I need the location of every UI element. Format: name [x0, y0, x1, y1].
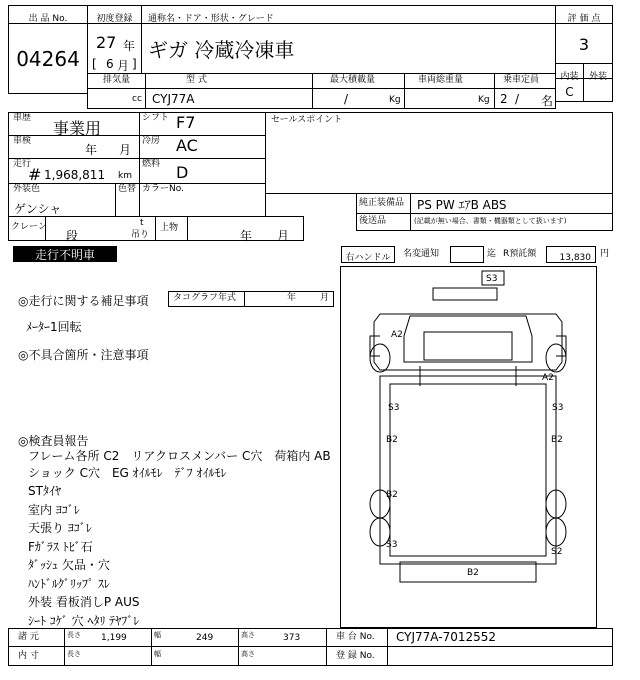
sales-point-label: セールスポイント [271, 115, 343, 125]
handle-box [341, 246, 395, 263]
divider [139, 112, 140, 184]
inner-width-label: 幅 [154, 650, 161, 658]
tachograph-year-unit: 年 [287, 293, 297, 303]
crane-tsuri: 吊り [131, 230, 150, 240]
chassis-value: CYJ77A-7012552 [396, 630, 497, 644]
interior-score-cell [555, 78, 584, 102]
shaken-year-unit: 年 [85, 143, 98, 157]
crane-t: t [140, 218, 144, 228]
divider [145, 73, 146, 109]
damage-mark: S3 [388, 403, 400, 413]
yen-unit: 円 [600, 249, 610, 259]
width-label: 幅 [154, 631, 161, 639]
fuel-label: 燃料 [142, 159, 161, 169]
score-cell [555, 23, 613, 64]
displacement-label: 排気量 [103, 75, 131, 85]
first-reg-year: 27 [96, 33, 117, 52]
year-unit: 年 [123, 39, 136, 53]
report-line: ｼｰﾄ ｺｹﾞ 穴 ﾍﾀﾘ ﾃﾔﾌﾞﾚ [28, 614, 140, 628]
width-value: 249 [196, 633, 214, 643]
shift-label: シフト [142, 113, 170, 123]
lot-number: 04264 [16, 47, 80, 71]
divider [326, 628, 327, 666]
capacity-value: 2 [500, 92, 508, 106]
mileage-label: 走行 [13, 159, 32, 169]
length-label: 長さ [67, 631, 81, 639]
divider [238, 628, 239, 666]
divider [312, 73, 313, 109]
color-label: 外装色 [13, 184, 41, 194]
divider [115, 183, 116, 217]
height-label: 高さ [241, 631, 255, 639]
inner-length-label: 長さ [67, 650, 81, 658]
lot-label-cell [8, 5, 88, 24]
report-line: Fｶﾞﾗｽ ﾄﾋﾞ石 [28, 540, 93, 554]
divider [139, 183, 140, 217]
name-change-box [450, 246, 484, 263]
name-change-label: 名変通知 [403, 249, 440, 259]
divider [244, 291, 245, 307]
first-reg-month-close: ] [132, 57, 137, 71]
interior-label: 内装 [560, 72, 579, 82]
divider [494, 73, 495, 109]
color-code-label: カラーNo. [142, 184, 184, 194]
damage-mark: S3 [486, 274, 498, 284]
recycle-box [546, 246, 596, 263]
model-code: CYJ77A [152, 92, 195, 106]
cc-unit: cc [132, 94, 142, 104]
lot-number-cell [8, 23, 88, 94]
first-reg-month: 6 [106, 57, 114, 71]
divider [8, 646, 613, 647]
report-line: ﾊﾝﾄﾞﾙｸﾞﾘｯﾌﾟ ｽﾚ [28, 577, 110, 591]
damage-mark: S2 [551, 547, 563, 557]
damage-mark: B2 [467, 568, 479, 578]
inner-height-label: 高さ [241, 650, 255, 658]
exterior-label-cell [583, 63, 613, 82]
divider [8, 135, 266, 136]
interior-label-cell [555, 63, 584, 82]
ac-label: 冷房 [142, 136, 161, 146]
damage-mark: A2 [542, 373, 554, 383]
mileage-unknown-badge [13, 246, 117, 262]
shaken-label: 車検 [13, 136, 32, 146]
history-label: 車歴 [13, 113, 32, 123]
divider [155, 216, 156, 241]
tachograph-label: タコグラフ年式 [173, 293, 237, 303]
kg-unit: Kg [389, 95, 401, 105]
damage-mark: B2 [551, 435, 563, 445]
defects-heading: ◎不具合箇所・注意事項 [18, 348, 149, 362]
length-value: 1,199 [101, 633, 127, 643]
height-value: 373 [283, 633, 301, 643]
first-reg-month-open: [ [92, 57, 97, 71]
model-label: 型 式 [186, 75, 207, 85]
report-line: 室内 ﾖｺﾞﾚ [28, 503, 80, 517]
inspector-heading: ◎検査員報告 [18, 434, 89, 448]
divider [8, 158, 266, 159]
divider [187, 216, 188, 241]
history-value: 事業用 [53, 119, 102, 138]
damage-mark: S3 [552, 403, 564, 413]
exterior-score-cell [583, 78, 613, 102]
dims-label: 諸 元 [18, 632, 39, 642]
docs-note: (記載が無い場合、書類・機器類として扱います) [414, 217, 567, 225]
model-name: ギガ 冷蔵冷凍車 [148, 38, 295, 62]
kg-unit-2: Kg [478, 95, 490, 105]
shaken-month-unit: 月 [119, 143, 132, 157]
equipment-value: PS PW ｴｱB ABS [417, 198, 507, 212]
lot-label: 出 品 No. [28, 14, 68, 24]
registration-label: 登 録 No. [336, 651, 375, 661]
report-line: フレーム各所 C2 リアクロスメンバー C穴 荷箱内 AB [28, 449, 331, 463]
upper-body-month-unit: 月 [277, 229, 290, 243]
crane-label: クレーン [11, 222, 47, 232]
inspector-report [28, 447, 338, 630]
spec-label-row [87, 73, 556, 89]
divider [387, 628, 388, 666]
exterior-label: 外装 [588, 72, 607, 82]
color-value: ゲンシャ [14, 202, 62, 216]
handle-value: 右ハンドル [345, 253, 391, 263]
divider [404, 73, 405, 109]
damage-mark: B2 [386, 490, 398, 500]
recycle-label: R預託額 [503, 249, 537, 259]
mileage-notes-heading: ◎走行に関する補足事項 [18, 294, 149, 308]
upper-body-year-unit: 年 [240, 229, 253, 243]
load-slash: / [344, 92, 349, 106]
fuel-value: D [176, 163, 189, 182]
capacity-unit: 名 [541, 94, 554, 108]
capacity-label: 乗車定員 [503, 75, 540, 85]
score-label: 評 価 点 [567, 14, 601, 24]
mileage-value: 1,968,811 [44, 168, 106, 182]
capacity-slash: / [515, 92, 520, 106]
report-line: 天張り ﾖｺﾞﾚ [28, 521, 92, 535]
interior-score: C [565, 85, 574, 99]
footer-table [8, 628, 613, 666]
report-line: 外装 看板消しP AUS [28, 595, 140, 609]
report-line: STﾀｲﾔ [28, 484, 61, 498]
recycle-amount: 13,830 [559, 253, 591, 263]
score-value: 3 [578, 35, 590, 54]
equipment-label: 純正装備品 [359, 198, 405, 208]
chassis-label: 車 台 No. [336, 632, 375, 642]
month-unit: 月 [117, 59, 130, 73]
score-label-cell [555, 5, 613, 24]
car-label-cell [141, 5, 556, 24]
first-reg-label-cell [87, 5, 142, 24]
report-line: ﾀﾞｯｼｭ 欠品・穴 [28, 558, 110, 572]
damage-mark: B2 [386, 435, 398, 445]
mileage-unknown-text: 走行不明車 [34, 248, 95, 262]
mileage-prefix: # [28, 165, 42, 184]
inner-label: 内 寸 [18, 651, 39, 661]
color-change-label: 色替 [118, 184, 137, 194]
km-unit: km [118, 171, 132, 181]
divider [151, 628, 152, 666]
shift-value: F7 [176, 113, 196, 132]
damage-mark: S3 [386, 540, 398, 550]
docs-label: 後送品 [359, 216, 387, 226]
ac-value: AC [176, 136, 198, 155]
meter-note: ﾒｰﾀｰ1回転 [26, 320, 82, 334]
first-reg-label: 初度登録 [96, 14, 133, 24]
crane-row [8, 216, 304, 241]
gross-weight-label: 車両総重量 [418, 75, 464, 85]
crane-dan: 段 [66, 229, 79, 243]
upper-body-label: 上物 [160, 223, 179, 233]
tachograph-month-unit: 月 [320, 293, 330, 303]
name-change-unit: 迄 [487, 249, 497, 259]
max-load-label: 最大積載量 [330, 75, 376, 85]
car-label: 通称名・ドア・形状・グレード [148, 14, 274, 24]
damage-mark: A2 [391, 330, 403, 340]
report-line: ショック C穴 EG ｵｲﾙﾓﾚ ﾃﾞﾌ ｵｲﾙﾓﾚ [28, 466, 227, 480]
divider [64, 628, 65, 666]
